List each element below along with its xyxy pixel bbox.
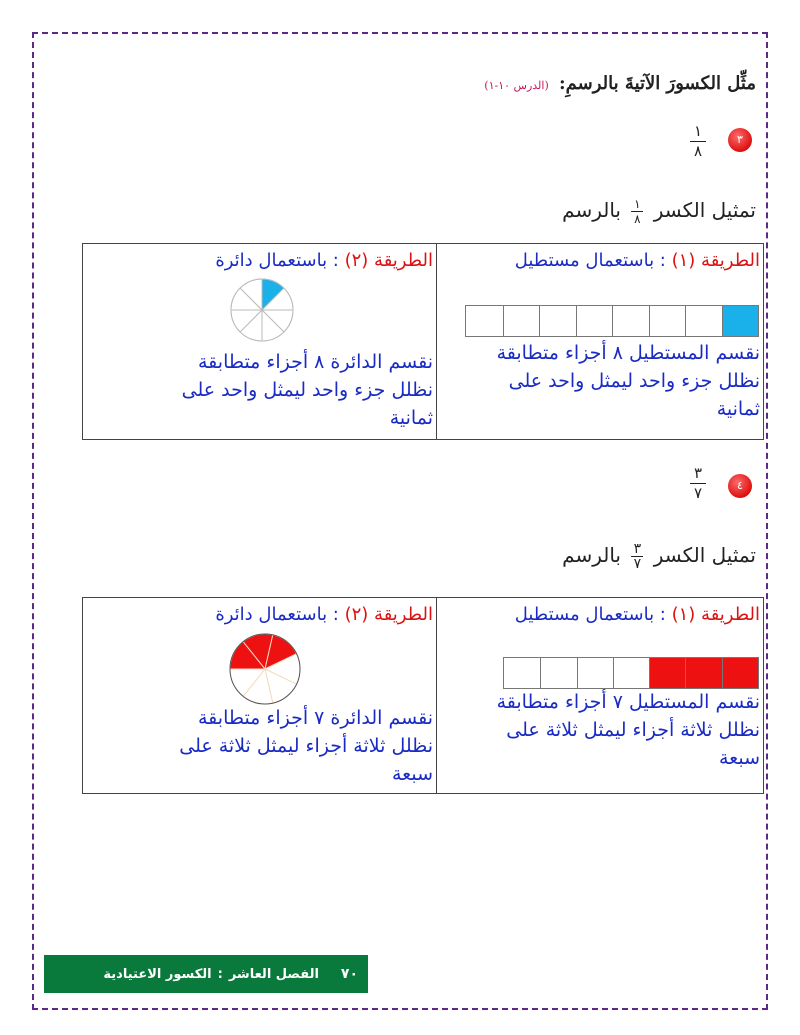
desc-line: نقسم الدائرة ٨ أجزاء متطابقة	[197, 351, 433, 373]
rectangle-part	[722, 306, 759, 336]
method1-title	[515, 604, 760, 625]
method-desc: : باستعمال دائرة	[215, 250, 345, 271]
rectangle-part	[577, 658, 613, 688]
fraction-numerator: ٣	[693, 464, 703, 482]
method-label: الطريقة (١)	[671, 604, 760, 625]
inline-fraction	[631, 543, 643, 570]
page-border	[32, 32, 768, 1010]
exercise-heading	[484, 73, 756, 94]
page-footer	[44, 955, 368, 993]
rectangle-part	[540, 658, 576, 688]
method1-description	[440, 339, 760, 423]
desc-line: سبعة	[391, 763, 433, 785]
inline-numerator: ١	[634, 197, 641, 211]
method2-cell	[83, 244, 436, 439]
rectangle-part	[503, 306, 540, 336]
method1-cell	[436, 244, 763, 439]
method1-cell	[436, 598, 763, 793]
methods-table	[82, 597, 764, 794]
representation-title	[562, 198, 756, 225]
desc-line: نظلل ثلاثة أجزاء ليمثل ثلاثة على	[506, 719, 760, 741]
title-after: بالرسم	[562, 543, 621, 567]
title-after: بالرسم	[562, 198, 621, 222]
desc-line: نظلل ثلاثة أجزاء ليمثل ثلاثة على	[179, 735, 433, 757]
method2-title	[215, 604, 433, 625]
methods-table	[82, 243, 764, 440]
fraction-rectangle	[503, 657, 759, 689]
problem-fraction	[688, 123, 708, 160]
rectangle-part	[504, 658, 540, 688]
method1-description	[440, 688, 760, 772]
method-desc: : باستعمال دائرة	[215, 604, 345, 625]
desc-line: ثمانية	[389, 407, 433, 429]
inline-denominator: ٧	[633, 556, 642, 572]
page-number: ٧٠	[340, 966, 358, 982]
lesson-reference: (الدرس ١٠-١)	[484, 79, 549, 92]
fraction-rectangle	[465, 305, 759, 337]
fraction-denominator: ٨	[693, 142, 703, 160]
title-before: تمثيل الكسر	[653, 198, 756, 222]
problem-fraction	[688, 465, 708, 502]
desc-line: نقسم المستطيل ٨ أجزاء متطابقة	[496, 342, 760, 364]
rectangle-part	[685, 306, 722, 336]
title-before: تمثيل الكسر	[653, 543, 756, 567]
chapter-title: الكسور الاعتيادية	[103, 966, 212, 982]
desc-line: سبعة	[718, 747, 760, 769]
inline-denominator: ٨	[634, 212, 641, 226]
inline-numerator: ٣	[633, 541, 642, 557]
method2-description	[93, 704, 433, 788]
method2-description	[93, 348, 433, 432]
fraction-circle	[228, 632, 302, 706]
method2-cell	[83, 598, 436, 793]
chapter-label: الفصل العاشر	[228, 966, 319, 982]
inline-fraction	[631, 198, 643, 225]
method-desc: : باستعمال مستطيل	[514, 604, 672, 625]
problem-number-badge: ٣	[728, 128, 752, 152]
representation-title	[562, 543, 756, 570]
method-label: الطريقة (٢)	[344, 604, 433, 625]
rectangle-part	[539, 306, 576, 336]
method-label: الطريقة (١)	[671, 250, 760, 271]
method-label: الطريقة (٢)	[344, 250, 433, 271]
rectangle-part	[649, 306, 686, 336]
rectangle-part	[685, 658, 721, 688]
footer-separator: :	[217, 966, 223, 982]
rectangle-part	[466, 306, 503, 336]
method2-title	[215, 250, 433, 271]
desc-line: ثمانية	[716, 398, 760, 420]
rectangle-part	[649, 658, 685, 688]
fraction-numerator: ١	[693, 122, 703, 140]
heading-text: مثِّل الكسورَ الآتيةَ بالرسمِ:	[559, 73, 756, 94]
method1-title	[515, 250, 760, 271]
method-desc: : باستعمال مستطيل	[514, 250, 672, 271]
desc-line: نظلل جزء واحد ليمثل واحد على	[181, 379, 433, 401]
rectangle-part	[612, 306, 649, 336]
rectangle-part	[576, 306, 613, 336]
desc-line: نقسم المستطيل ٧ أجزاء متطابقة	[496, 691, 760, 713]
rectangle-part	[613, 658, 649, 688]
fraction-circle	[229, 277, 295, 343]
desc-line: نظلل جزء واحد ليمثل واحد على	[508, 370, 760, 392]
problem-number-badge: ٤	[728, 474, 752, 498]
desc-line: نقسم الدائرة ٧ أجزاء متطابقة	[197, 707, 433, 729]
rectangle-part	[722, 658, 758, 688]
fraction-denominator: ٧	[693, 484, 703, 502]
